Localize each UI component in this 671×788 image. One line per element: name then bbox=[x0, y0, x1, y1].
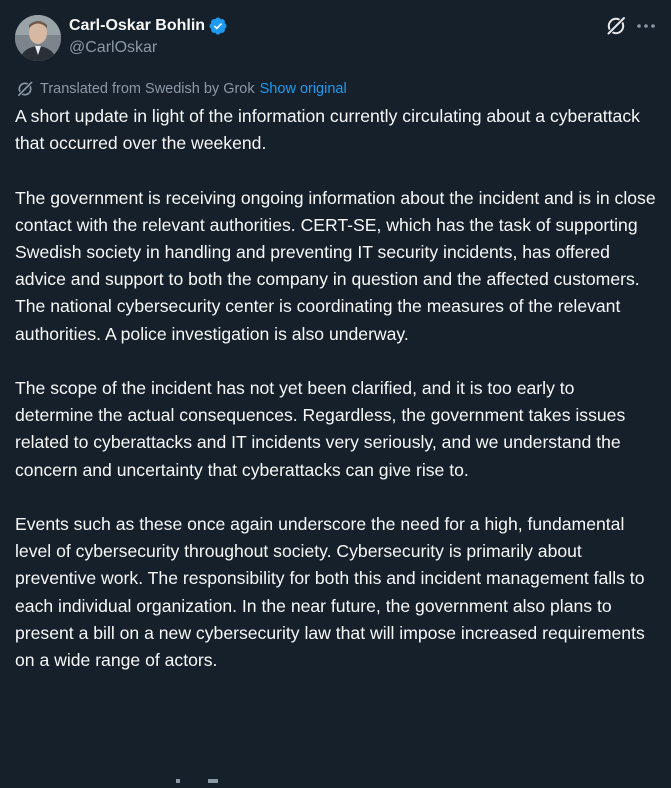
post-metadata-cutoff bbox=[170, 770, 230, 776]
post-paragraph: The government is receiving ongoing information about the incident and is in close contact with the relevant authorities. CERT-SE, which has the task of supporting Swedish society in handling and preventing IT security incidents, has offered advice and support to both the company in question and the affected customers. The national cybersecurity center is coordinating the measures of the relevant authorities. A police investigation is also underway. bbox=[15, 187, 656, 344]
verified-badge-icon bbox=[208, 16, 228, 36]
grok-button[interactable] bbox=[605, 15, 627, 37]
more-dots-icon bbox=[634, 14, 658, 38]
more-options-button[interactable] bbox=[634, 14, 658, 38]
avatar-photo bbox=[15, 15, 61, 61]
post-paragraph: Events such as these once again underscore the need for a high, fundamental level of cybersecurity throughout society. Cybersecurity is primarily about preventive work. The responsibility for both this and incident management falls to each individual organization. In the near future, the government also plans to present a bill on a new cybersecurity law that will impose increased requirements on a wide range of actors. bbox=[15, 514, 645, 671]
translation-note bbox=[16, 79, 347, 99]
post-paragraph: The scope of the incident has not yet been clarified, and it is too early to determine the actual consequences. Regardless, the government takes issues related to cyberattacks and IT incidents very seriously, and we understand the concern and uncertainty that cyberattacks can give rise to. bbox=[15, 378, 626, 480]
author-handle[interactable]: @CarlOskar bbox=[69, 39, 158, 56]
translation-text: Translated from Swedish by Grok bbox=[40, 81, 255, 97]
post-paragraph: A short update in light of the information currently circulating about a cyberattack that occurred over the weekend. bbox=[15, 106, 640, 154]
post-text bbox=[15, 103, 657, 701]
avatar[interactable] bbox=[15, 15, 61, 61]
author-block bbox=[69, 15, 228, 57]
show-original-link[interactable]: Show original bbox=[259, 81, 347, 97]
grok-icon bbox=[16, 80, 34, 98]
grok-icon bbox=[605, 15, 627, 37]
author-name[interactable]: Carl-Oskar Bohlin bbox=[69, 17, 206, 34]
